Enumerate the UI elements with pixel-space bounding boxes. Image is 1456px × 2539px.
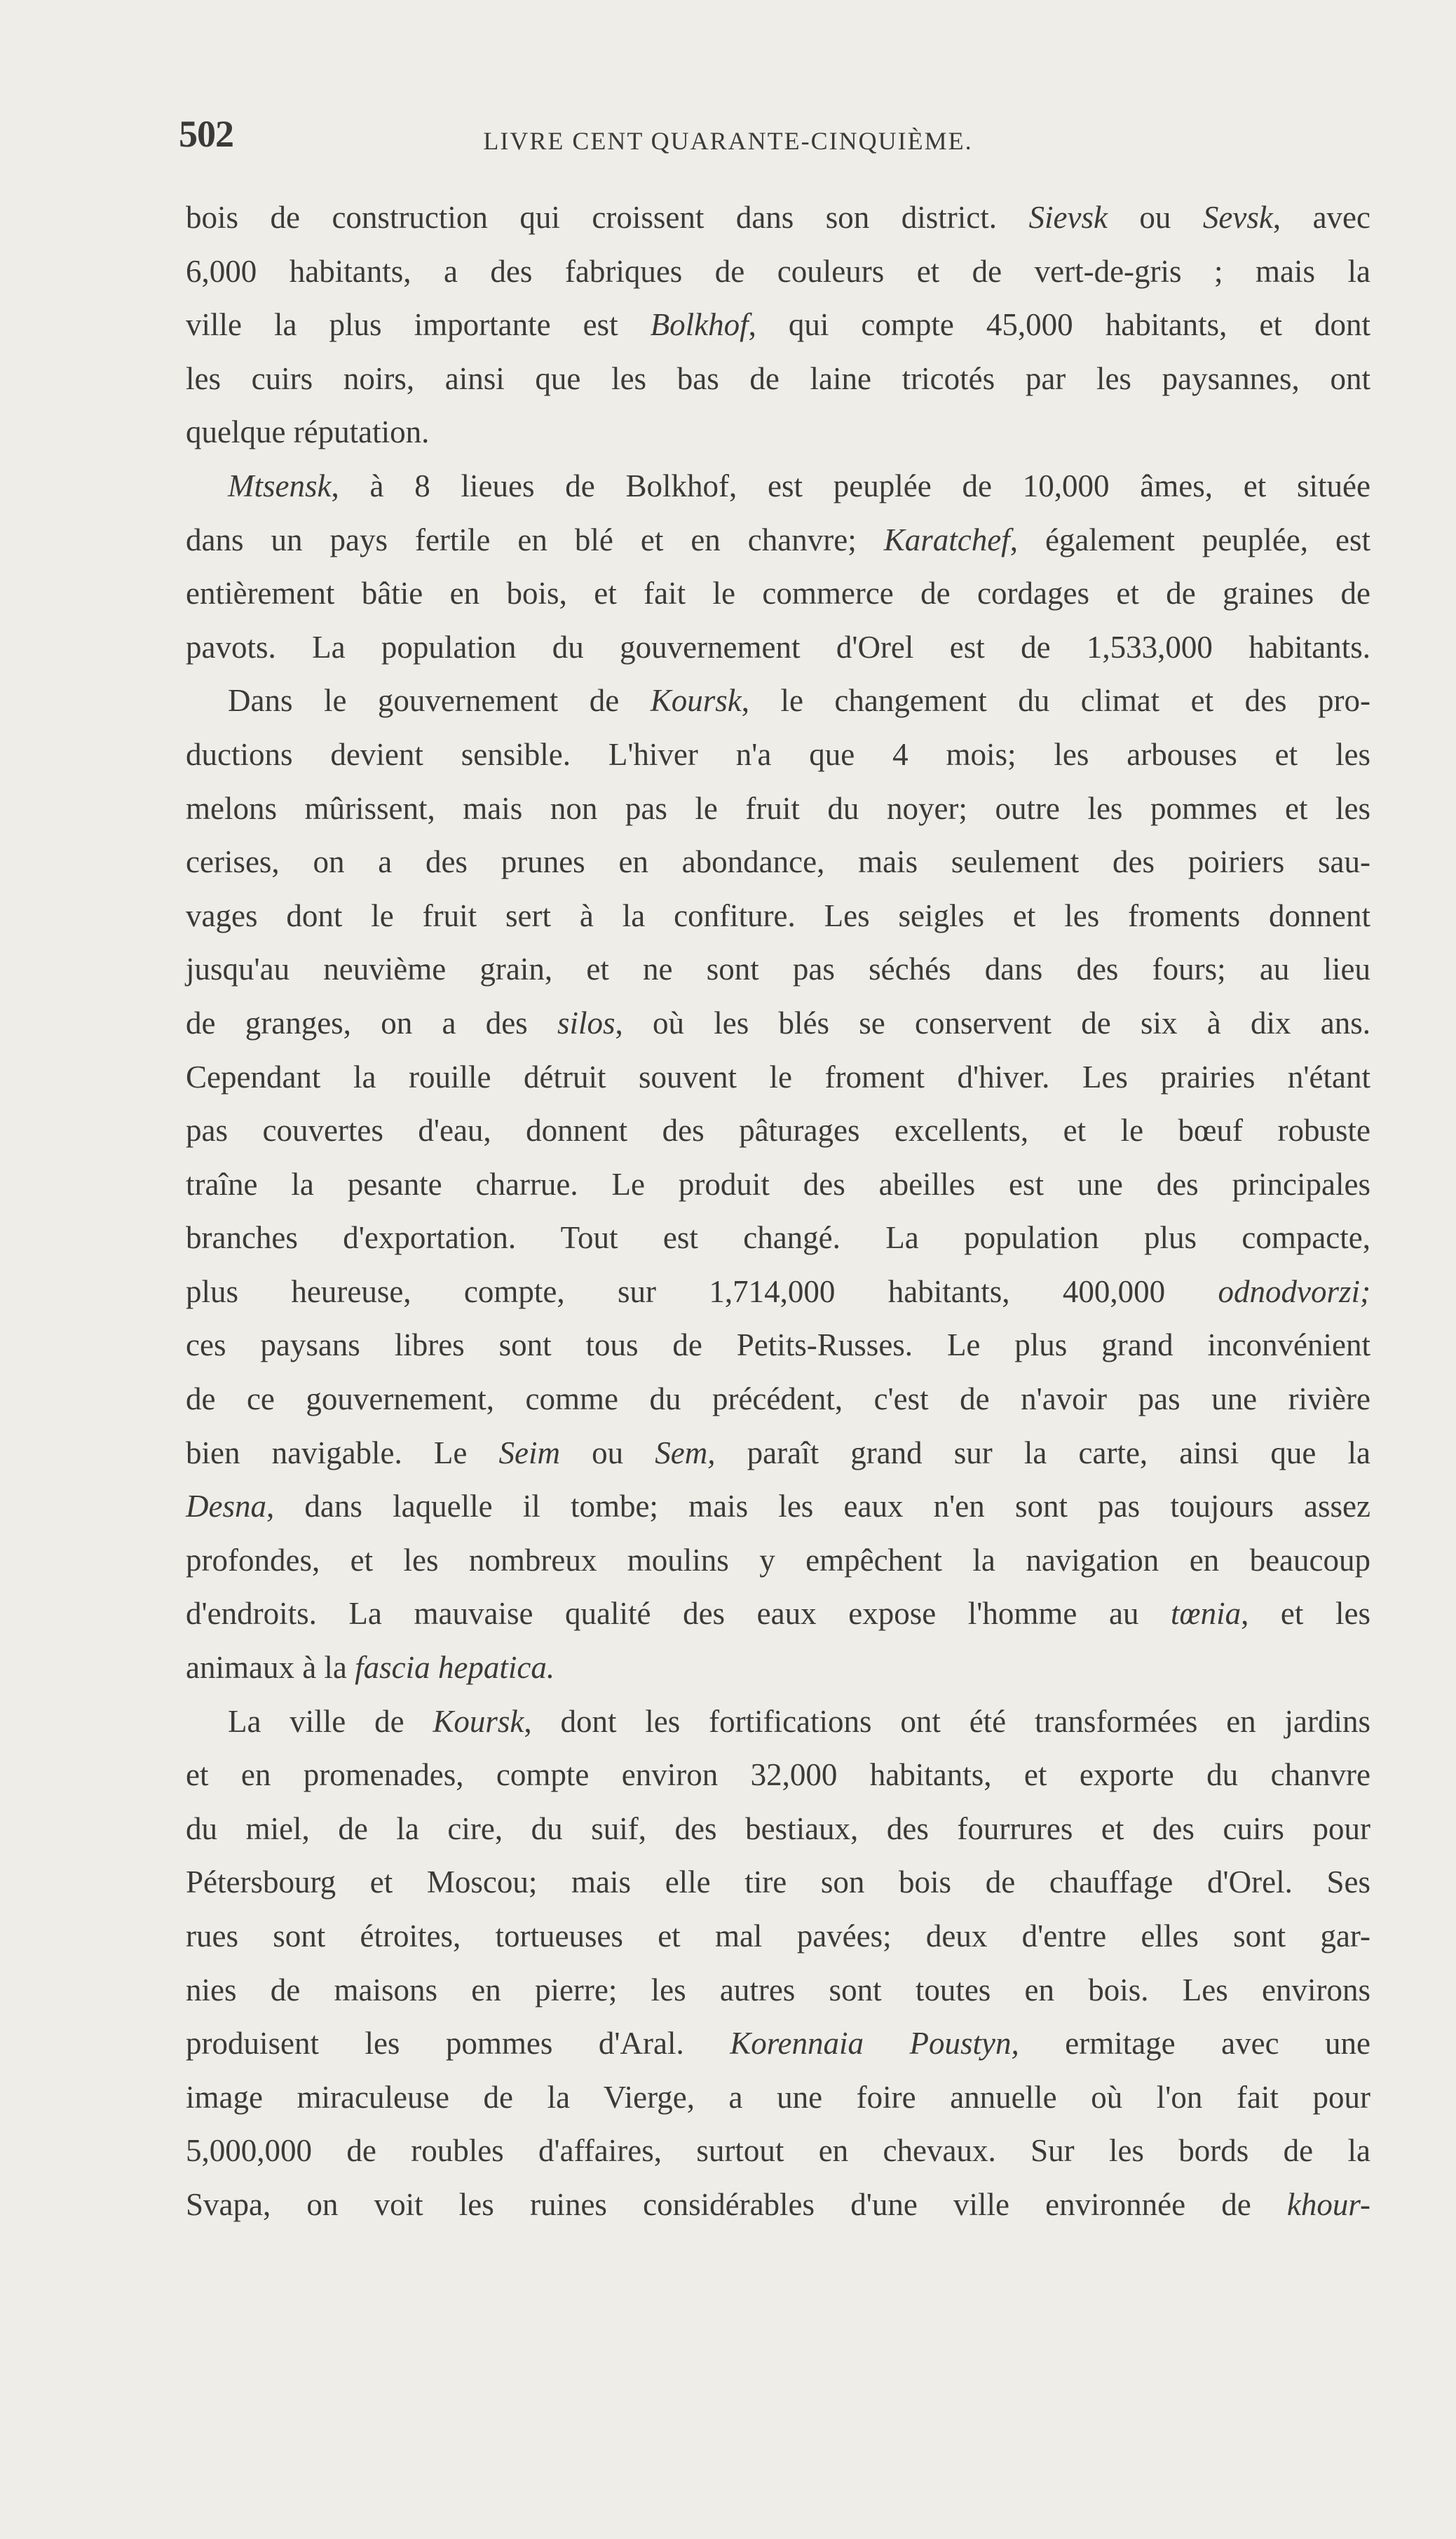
- text-run: , à 8 lieues de Bolkhof, est peuplée de 10,000 âmes, et située: [331, 468, 1370, 503]
- page-number: 502: [179, 113, 233, 155]
- text-run: plus heureuse, compte, sur 1,714,000 habitants, 400,000: [186, 1273, 1218, 1309]
- text-run: bois de construction qui croissent dans son district.: [186, 200, 1029, 235]
- text-line: [186, 1641, 1370, 1695]
- text-run: d'endroits. La mauvaise qualité des eaux expose l'homme au: [186, 1596, 1171, 1632]
- italic-term: Sem,: [655, 1435, 716, 1470]
- text-line: [186, 782, 1370, 836]
- italic-term: Desna: [186, 1489, 266, 1524]
- text-line: [186, 352, 1370, 406]
- italic-term: Mtsensk: [228, 468, 332, 503]
- text-line: [186, 1426, 1370, 1480]
- text-run: et en promenades, compte environ 32,000 habitants, et exporte du chanvre: [186, 1757, 1370, 1793]
- text-run: , qui compte 45,000 habitants, et dont: [748, 307, 1370, 343]
- text-line: [186, 2124, 1370, 2178]
- text-line: [186, 1372, 1370, 1426]
- italic-term: Korennaia Poustyn,: [730, 2026, 1019, 2061]
- text-line: [186, 1533, 1370, 1587]
- text-run: entièrement bâtie en bois, et fait le commerce de cordages et de graines de: [186, 576, 1370, 611]
- text-run: les cuirs noirs, ainsi que les bas de laine tricotés par les paysannes, ont: [186, 360, 1370, 396]
- text-line: [186, 1050, 1370, 1104]
- text-run: Cependant la rouille détruit souvent le froment d'hiver. Les prairies n'étant: [186, 1059, 1370, 1095]
- text-line: [186, 728, 1370, 782]
- text-run: profondes, et les nombreux moulins y empêchent la navigation en beaucoup: [186, 1542, 1370, 1578]
- text-run: pas couvertes d'eau, donnent des pâturages excellents, et le bœuf robuste: [186, 1113, 1370, 1149]
- text-run: , également peuplée, est: [1009, 522, 1370, 557]
- text-run: du miel, de la cire, du suif, des bestiaux, des fourrures et des cuirs pour: [186, 1810, 1370, 1846]
- text-line: [186, 298, 1370, 352]
- text-run: La ville de: [228, 1703, 433, 1739]
- text-run: de ce gouvernement, comme du précédent, c'est de n'avoir pas une rivière: [186, 1381, 1370, 1417]
- text-run: 5,000,000 de roubles d'affaires, surtout en chevaux. Sur les bords de la: [186, 2133, 1370, 2169]
- text-run: produisent les pommes d'Aral.: [186, 2026, 730, 2061]
- italic-term: tœnia: [1171, 1596, 1241, 1632]
- text-line: [186, 621, 1370, 675]
- text-line: [186, 1104, 1370, 1158]
- text-run: , avec: [1272, 200, 1370, 235]
- text-line: [186, 191, 1370, 245]
- text-run: dans un pays fertile en blé et en chanvre;: [186, 522, 884, 557]
- italic-term: Koursk: [433, 1703, 524, 1739]
- text-run: ermitage avec une: [1019, 2026, 1370, 2061]
- text-line: [186, 1695, 1370, 1749]
- text-run: image miraculeuse de la Vierge, a une foire annuelle où l'on fait pour: [186, 2079, 1370, 2115]
- text-run: ou: [560, 1435, 655, 1470]
- running-head: LIVRE CENT QUARANTE-CINQUIÈME.: [483, 127, 973, 155]
- text-run: , où les blés se conservent de six à dix ans.: [615, 1005, 1370, 1041]
- text-run: , dans laquelle il tombe; mais les eaux n'en sont pas toujours assez: [266, 1489, 1370, 1524]
- text-run: nies de maisons en pierre; les autres sont toutes en bois. Les environs: [186, 1972, 1370, 2007]
- text-run: melons mûrissent, mais non pas le fruit du noyer; outre les pommes et les: [186, 790, 1370, 826]
- italic-term: fascia hepatica.: [355, 1650, 555, 1686]
- text-line: [186, 889, 1370, 943]
- text-line: [186, 996, 1370, 1050]
- text-line: [186, 835, 1370, 889]
- text-run: branches d'exportation. Tout est changé. La population plus compacte,: [186, 1220, 1370, 1256]
- text-line: [186, 2071, 1370, 2125]
- text-run: ductions devient sensible. L'hiver n'a que 4 mois; les arbouses et les: [186, 736, 1370, 772]
- italic-term: Bolkhof: [650, 307, 749, 343]
- text-run: Dans le gouvernement de: [228, 683, 651, 719]
- text-line: [186, 1963, 1370, 2017]
- italic-term: Sievsk: [1028, 200, 1108, 235]
- text-line: [186, 674, 1370, 728]
- text-line: [186, 1587, 1370, 1641]
- italic-term: silos: [557, 1005, 615, 1041]
- text-line: [186, 1158, 1370, 1212]
- body-text: [186, 191, 1370, 2232]
- text-run: ville la plus importante est: [186, 307, 651, 343]
- text-run: cerises, on a des prunes en abondance, mais seulement des poiriers sau-: [186, 844, 1370, 880]
- italic-term: khour-: [1286, 2186, 1370, 2222]
- text-run: pavots. La population du gouvernement d'Orel est de 1,533,000 habitants.: [186, 629, 1370, 665]
- text-line: [186, 1265, 1370, 1319]
- text-line: [186, 567, 1370, 621]
- text-line: [186, 1480, 1370, 1533]
- text-line: [186, 459, 1370, 513]
- italic-term: Koursk: [650, 683, 742, 719]
- text-line: [186, 513, 1370, 567]
- text-run: jusqu'au neuvième grain, et ne sont pas séchés dans des fours; au lieu: [186, 952, 1370, 987]
- text-run: paraît grand sur la carte, ainsi que la: [715, 1435, 1371, 1470]
- italic-term: odnodvorzi;: [1218, 1273, 1370, 1309]
- text-run: animaux à la: [186, 1650, 355, 1686]
- text-run: , et les: [1241, 1596, 1370, 1632]
- text-run: Pétersbourg et Moscou; mais elle tire son bois de chauffage d'Orel. Ses: [186, 1864, 1370, 1900]
- text-line: [186, 1909, 1370, 1963]
- text-run: vages dont le fruit sert à la confiture. Les seigles et les froments donnent: [186, 898, 1370, 933]
- text-line: [186, 1211, 1370, 1265]
- text-run: bien navigable. Le: [186, 1435, 499, 1470]
- text-run: ou: [1107, 200, 1203, 235]
- text-run: traîne la pesante charrue. Le produit des abeilles est une des principales: [186, 1166, 1370, 1202]
- italic-term: Sevsk: [1202, 200, 1273, 235]
- text-line: [186, 405, 1370, 459]
- text-run: quelque réputation.: [186, 414, 430, 450]
- text-run: 6,000 habitants, a des fabriques de couleurs et de vert-de-gris ; mais la: [186, 253, 1370, 289]
- text-run: , dont les fortifications ont été transformées en jardins: [524, 1703, 1370, 1739]
- italic-term: Karatchef: [883, 522, 1010, 557]
- text-run: Svapa, on voit les ruines considérables d'une ville environnée de: [186, 2186, 1287, 2222]
- italic-term: Seim: [498, 1435, 560, 1470]
- text-line: [186, 942, 1370, 996]
- text-run: , le changement du climat et des pro-: [741, 683, 1371, 719]
- text-line: [186, 1748, 1370, 1802]
- text-line: [186, 2178, 1370, 2232]
- text-run: rues sont étroites, tortueuses et mal pavées; deux d'entre elles sont gar-: [186, 1918, 1370, 1954]
- text-run: ces paysans libres sont tous de Petits-Russes. Le plus grand inconvénient: [186, 1327, 1370, 1363]
- text-line: [186, 2017, 1370, 2071]
- text-line: [186, 1318, 1370, 1372]
- text-line: [186, 1802, 1370, 1856]
- text-run: de granges, on a des: [186, 1005, 557, 1041]
- text-line: [186, 245, 1370, 299]
- text-line: [186, 1855, 1370, 1909]
